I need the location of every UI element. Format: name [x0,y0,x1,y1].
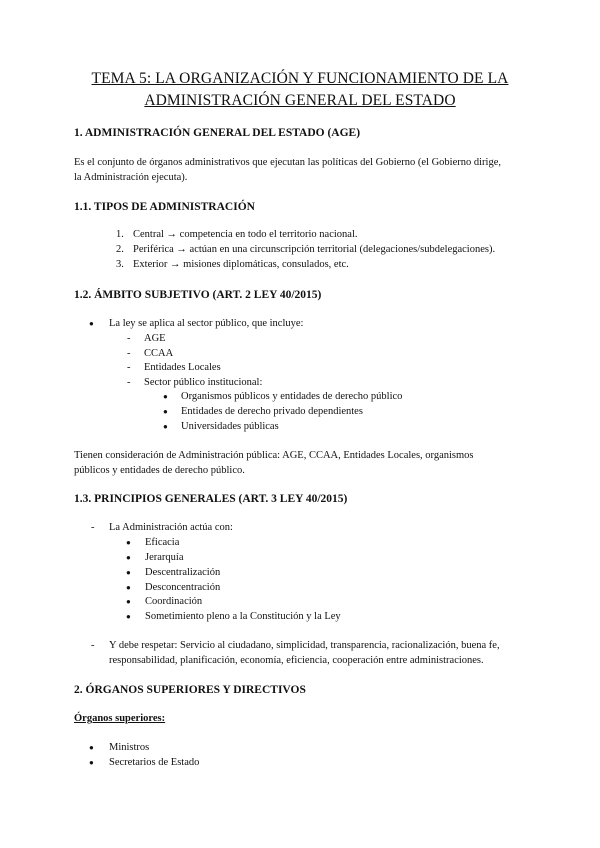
list-item [163,406,363,417]
list-item [91,640,500,651]
bullet-icon: ● [163,392,168,401]
section-1-paragraph-line-2: la Administración ejecuta). [74,172,188,183]
list-item-text: La Administración actúa con: [109,522,233,533]
list-item-text: CCAA [144,348,174,359]
bullet-icon: ● [163,422,168,431]
dash-icon: - [91,640,95,651]
list-item [126,537,179,548]
section-2-heading: 2. ÓRGANOS SUPERIORES Y DIRECTIVOS [74,684,306,696]
list-item-text: Entidades de derecho privado dependientes [181,406,363,417]
section-1-paragraph-line-1: Es el conjunto de órganos administrativos que ejecutan las políticas del Gobierno (el Gobierno dirige, [74,157,501,168]
list-item-text: AGE [144,333,166,344]
list-item-text: Universidades públicas [181,421,279,432]
list-item-text: Ministros [109,742,150,753]
list-item-text: Eficacia [145,537,180,548]
list-item [116,244,495,255]
list-item-text: Jerarquía [145,552,184,563]
list-item-text: Coordinación [145,596,203,607]
bullet-icon: ● [163,407,168,416]
bullet-icon: ● [126,597,131,606]
list-item-text: Organismos públicos y entidades de derecho público [181,391,403,402]
list-item [163,391,402,402]
dash-icon: - [127,362,131,373]
list-item [126,552,183,563]
list-item-text: Y debe respetar: Servicio al ciudadano, simplicidad, transparencia, racionalización, buena fe, [109,640,500,651]
list-item-text: Secretarios de Estado [109,757,200,768]
list-item-text: Central → competencia en todo el territorio nacional. [133,229,358,240]
list-item [126,582,220,593]
list-number: 2. [116,244,124,255]
page-title-line-2: ADMINISTRACIÓN GENERAL DEL ESTADO [144,92,456,109]
list-item-text: Exterior → misiones diplomáticas, consulados, etc. [133,259,349,270]
list-item-text: Descentralización [145,567,221,578]
list-item [89,742,149,753]
bullet-icon: ● [126,538,131,547]
list-item [127,362,221,373]
list-item [127,348,173,359]
list-item-continuation: responsabilidad, planificación, economía, eficiencia, cooperación entre administraciones. [109,655,484,666]
page-title-line-1: TEMA 5: LA ORGANIZACIÓN Y FUNCIONAMIENTO DE LA [91,70,509,87]
list-item [163,421,279,432]
dash-icon: - [127,348,131,359]
section-1-2-heading: 1.2. ÁMBITO SUBJETIVO (ART. 2 LEY 40/2015) [74,289,322,301]
list-item [89,318,303,329]
list-item-text: Periférica → actúan en una circunscripción territorial (delegaciones/subdelegaciones). [133,244,496,255]
list-item-text: Sector público institucional: [144,377,263,388]
section-2-subheading: Órganos superiores: [74,713,166,724]
dash-icon: - [127,377,131,388]
dash-icon: - [91,522,95,533]
list-item [127,333,166,344]
list-item-text: Sometimiento pleno a la Constitución y la Ley [145,611,341,622]
section-1-2-paragraph-line-2: públicos y entidades de derecho público. [74,465,245,476]
list-item-text: La ley se aplica al sector público, que incluye: [109,318,304,329]
list-item [126,567,220,578]
list-item-text: Entidades Locales [144,362,221,373]
section-1-3-heading: 1.3. PRINCIPIOS GENERALES (ART. 3 LEY 40/2015) [74,493,348,505]
list-item [89,757,199,768]
bullet-icon: ● [126,568,131,577]
dash-icon: - [127,333,131,344]
list-item [91,522,233,533]
bullet-icon: ● [126,553,131,562]
list-item [116,259,349,270]
section-1-heading: 1. ADMINISTRACIÓN GENERAL DEL ESTADO (AGE) [74,127,361,139]
bullet-icon: ● [126,583,131,592]
list-item [126,596,202,607]
bullet-icon: ● [89,743,94,752]
list-number: 1. [116,229,124,240]
section-1-1-heading: 1.1. TIPOS DE ADMINISTRACIÓN [74,201,255,213]
list-item-text: Desconcentración [145,582,221,593]
bullet-icon: ● [89,319,94,328]
bullet-icon: ● [89,758,94,767]
bullet-icon: ● [126,612,131,621]
list-item [116,229,358,240]
list-number: 3. [116,259,124,270]
list-item [127,377,262,388]
list-item [126,611,341,622]
section-1-2-paragraph-line-1: Tienen consideración de Administración pública: AGE, CCAA, Entidades Locales, organismos [74,450,474,461]
